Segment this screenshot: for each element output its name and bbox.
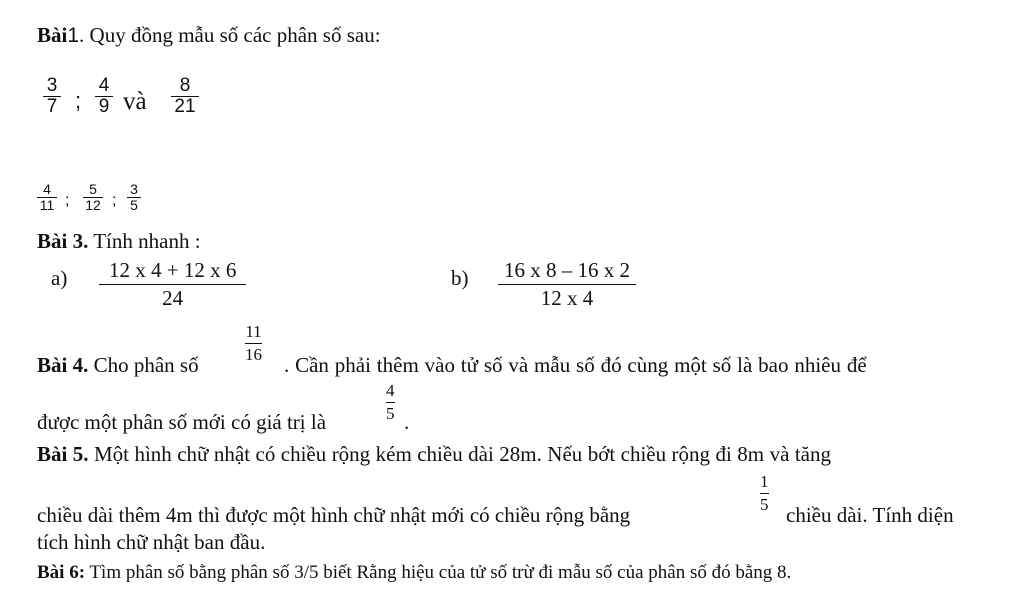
bai1-heading xyxy=(37,23,381,48)
bai1-text: . Quy đồng mẫu số các phân số sau: xyxy=(79,23,381,47)
fraction-4-5: 4 5 xyxy=(386,381,395,423)
bai5-line2-part1: chiều dài thêm 4m thì được một hình chữ nhật mới có chiều rộng bằng xyxy=(37,503,631,527)
fraction-3-5: 3 5 xyxy=(127,182,141,212)
separator: ; xyxy=(75,88,82,113)
bai1-label: Bài1 xyxy=(37,23,80,47)
bai5-line1: Bài 5. Một hình chữ nhật có chiều rộng kém chiều dài 28m. Nếu bớt chiều rộng đi 8m và tăng xyxy=(37,442,831,466)
expression-b: 16 x 8 – 16 x 2 12 x 4 xyxy=(498,259,636,309)
bai4-period: . xyxy=(404,410,410,434)
bai3-b-label: b) xyxy=(451,266,469,290)
bai3-a-label: a) xyxy=(51,266,68,290)
bai6-line: Bài 6: Tìm phân số bằng phân số 3/5 biết Rằng hiệu của tử số trừ đi mẫu số của phân số đó bằng 8. xyxy=(37,562,792,583)
fraction-4-9: 4 9 xyxy=(95,76,113,117)
separator: ; xyxy=(112,192,117,209)
expression-a: 12 x 4 + 12 x 6 24 xyxy=(99,259,246,309)
conjunction: và xyxy=(123,88,147,115)
bai3-label: Bài 3. xyxy=(37,229,89,253)
separator: ; xyxy=(65,192,70,209)
fraction-3-7: 3 7 xyxy=(43,76,61,117)
fraction-8-21: 8 21 xyxy=(171,76,199,117)
fraction-4-11: 4 11 xyxy=(37,182,57,212)
bai3-text: Tính nhanh : xyxy=(88,229,201,253)
fraction-11-16: 11 16 xyxy=(245,322,262,364)
bai4-line1-part1: Bài 4. Cho phân số xyxy=(37,353,199,377)
bai5-line3: tích hình chữ nhật ban đầu. xyxy=(37,530,266,554)
bai3-heading xyxy=(37,229,201,253)
bai5-line2-part2: chiều dài. Tính diện xyxy=(786,503,954,527)
bai4-line1-part2: . Cần phải thêm vào tử số và mẫu số đó cùng một số là bao nhiêu để xyxy=(284,353,867,377)
bai5-label: Bài 5. xyxy=(37,442,89,466)
fraction-1-5: 1 5 xyxy=(760,472,769,514)
bai4-line2: được một phân số mới có giá trị là xyxy=(37,410,327,434)
bai4-label: Bài 4. xyxy=(37,353,89,377)
bai6-label: Bài 6: xyxy=(37,562,86,583)
fraction-5-12: 5 12 xyxy=(83,182,103,212)
